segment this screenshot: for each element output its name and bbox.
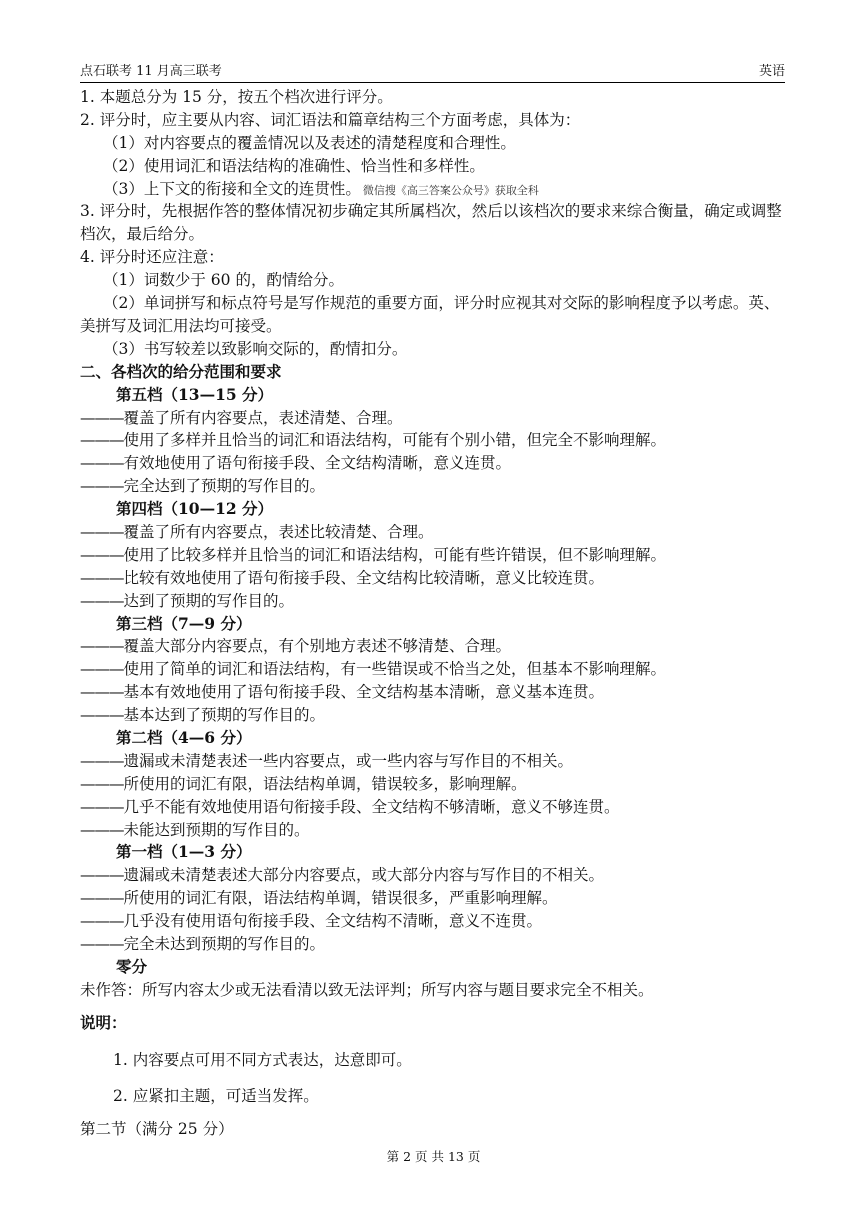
level-item-text: 遗漏或未清楚表述大部分内容要点，或大部分内容与写作目的不相关。 [123,866,605,885]
level-item-text: 几乎不能有效地使用语句衔接手段、全文结构不够清晰，意义不够连贯。 [123,797,620,816]
rule-2-1: （1）对内容要点的覆盖情况以及表述的清楚程度和合理性。 [103,133,516,152]
level-item [80,475,790,498]
rule-4-2: （2）单词拼写和标点符号是写作规范的重要方面，评分时应视其对交际的影响程度予以考虑。英、美拼写及词汇用法均可接受。 [80,294,780,335]
em-dash: ——— [80,935,124,954]
page-header [80,62,785,83]
level-title: 第四档（10—12 分） [116,499,274,519]
level-item [80,452,790,475]
level-item-text: 遗漏或未清楚表述一些内容要点，或一些内容与写作目的不相关。 [123,751,574,770]
level-item [80,521,790,544]
level-item-text: 所使用的词汇有限，语法结构单调，错误较多，影响理解。 [123,774,527,793]
level-item-text: 有效地使用了语句衔接手段、全文结构清晰，意义连贯。 [123,454,512,473]
em-dash: ——— [80,866,124,885]
level-item [80,864,790,887]
rule-2-3: （3）上下文的衔接和全文的连贯性。 [103,179,361,198]
em-dash: ——— [80,477,124,496]
em-dash: ——— [80,706,124,725]
level-item-text: 使用了多样并且恰当的词汇和语法结构，可能有个别小错，但完全不影响理解。 [123,431,667,450]
em-dash: ——— [80,912,124,931]
section-title: 二、各档次的给分范围和要求 [80,361,282,381]
rule-1: 1. 本题总分为 15 分，按五个档次进行评分。 [80,88,393,106]
page-number: 第 2 页 共 13 页 [386,1149,481,1164]
level-item-text: 达到了预期的写作目的。 [123,591,295,610]
exam-name: 点石联考 11 月高三联考 [80,64,222,79]
level-item [80,910,790,933]
level-item [80,407,790,430]
note-1: 1. 内容要点可用不同方式表达，达意即可。 [113,1050,412,1069]
level-item-text: 所使用的词汇有限，语法结构单调，错误很多，严重影响理解。 [123,889,558,908]
level-item [80,704,790,727]
level-item-text: 覆盖了所有内容要点，表述比较清楚、合理。 [123,522,434,541]
level-item-text: 完全达到了预期的写作目的。 [123,477,326,496]
note-2: 2. 应紧扣主题，可适当发挥。 [113,1087,319,1106]
level-item [80,635,790,658]
level-item [80,658,790,681]
em-dash: ——— [80,637,124,656]
level-item [80,819,790,842]
em-dash: ——— [80,660,124,679]
em-dash: ——— [80,683,124,702]
level-item-text: 覆盖大部分内容要点，有个别地方表述不够清楚、合理。 [123,637,512,656]
rule-2: 2. 评分时，应主要从内容、词汇语法和篇章结构三个方面考虑，具体为： [80,110,581,129]
em-dash: ——— [80,774,124,793]
level-title: 第三档（7—9 分） [116,613,252,633]
em-dash: ——— [80,889,124,908]
notes-title: 说明： [80,1012,127,1032]
level-title: 第一档（1—3 分） [116,842,252,862]
level-item [80,429,790,452]
level-item-text: 几乎没有使用语句衔接手段、全文结构不清晰，意义不连贯。 [123,912,543,931]
rule-2-3-line [80,178,790,201]
em-dash: ——— [80,431,124,450]
level-item [80,887,790,910]
document-body [80,86,790,1141]
level-item-text: 完全未达到预期的写作目的。 [123,935,326,954]
level-item [80,796,790,819]
zero-title: 零分 [116,956,148,976]
em-dash: ——— [80,591,124,610]
level-item-text: 基本有效地使用了语句衔接手段、全文结构基本清晰，意义基本连贯。 [123,683,605,702]
level-item [80,590,790,613]
level-item-text: 使用了比较多样并且恰当的词汇和语法结构，可能有些许错误，但不影响理解。 [123,545,667,564]
em-dash: ——— [80,454,124,473]
em-dash: ——— [80,522,124,541]
level-title: 第二档（4—6 分） [116,728,252,747]
level-item [80,567,790,590]
level-item [80,933,790,956]
subject-name: 英语 [758,64,785,79]
em-dash: ——— [80,820,124,839]
em-dash: ——— [80,408,124,427]
rule-4-3: （3）书写较差以致影响交际的，酌情扣分。 [103,339,408,358]
level-item [80,544,790,567]
rule-4: 4. 评分时还应注意： [80,248,224,267]
level-item-text: 基本达到了预期的写作目的。 [123,706,326,725]
level-item [80,773,790,796]
level-item-text: 使用了简单的词汇和语法结构，有一些错误或不恰当之处，但基本不影响理解。 [123,660,667,679]
level-title: 第五档（13—15 分） [116,384,274,404]
rule-4-1: （1）词数少于 60 的，酌情给分。 [103,271,344,290]
em-dash: ——— [80,545,124,564]
rule-2-2: （2）使用词汇和语法结构的准确性、恰当性和多样性。 [103,156,485,175]
em-dash: ——— [80,797,124,816]
next-section: 第二节（满分 25 分） [80,1120,234,1139]
zero-text: 未作答：所写内容太少或无法看清以致无法评判；所写内容与题目要求完全不相关。 [80,980,654,999]
watermark-text: 微信搜《高三答案公众号》获取全科 [362,183,539,197]
em-dash: ——— [80,751,124,770]
level-item-text: 未能达到预期的写作目的。 [123,820,310,839]
em-dash: ——— [80,568,124,587]
level-item [80,681,790,704]
level-item-text: 覆盖了所有内容要点，表述清楚、合理。 [123,408,403,427]
level-item [80,750,790,773]
rule-3: 3. 评分时，先根据作答的整体情况初步确定其所属档次，然后以该档次的要求来综合衡量，确定或调整档次，最后给分。 [80,202,782,244]
level-item-text: 比较有效地使用了语句衔接手段、全文结构比较清晰，意义比较连贯。 [123,568,605,587]
